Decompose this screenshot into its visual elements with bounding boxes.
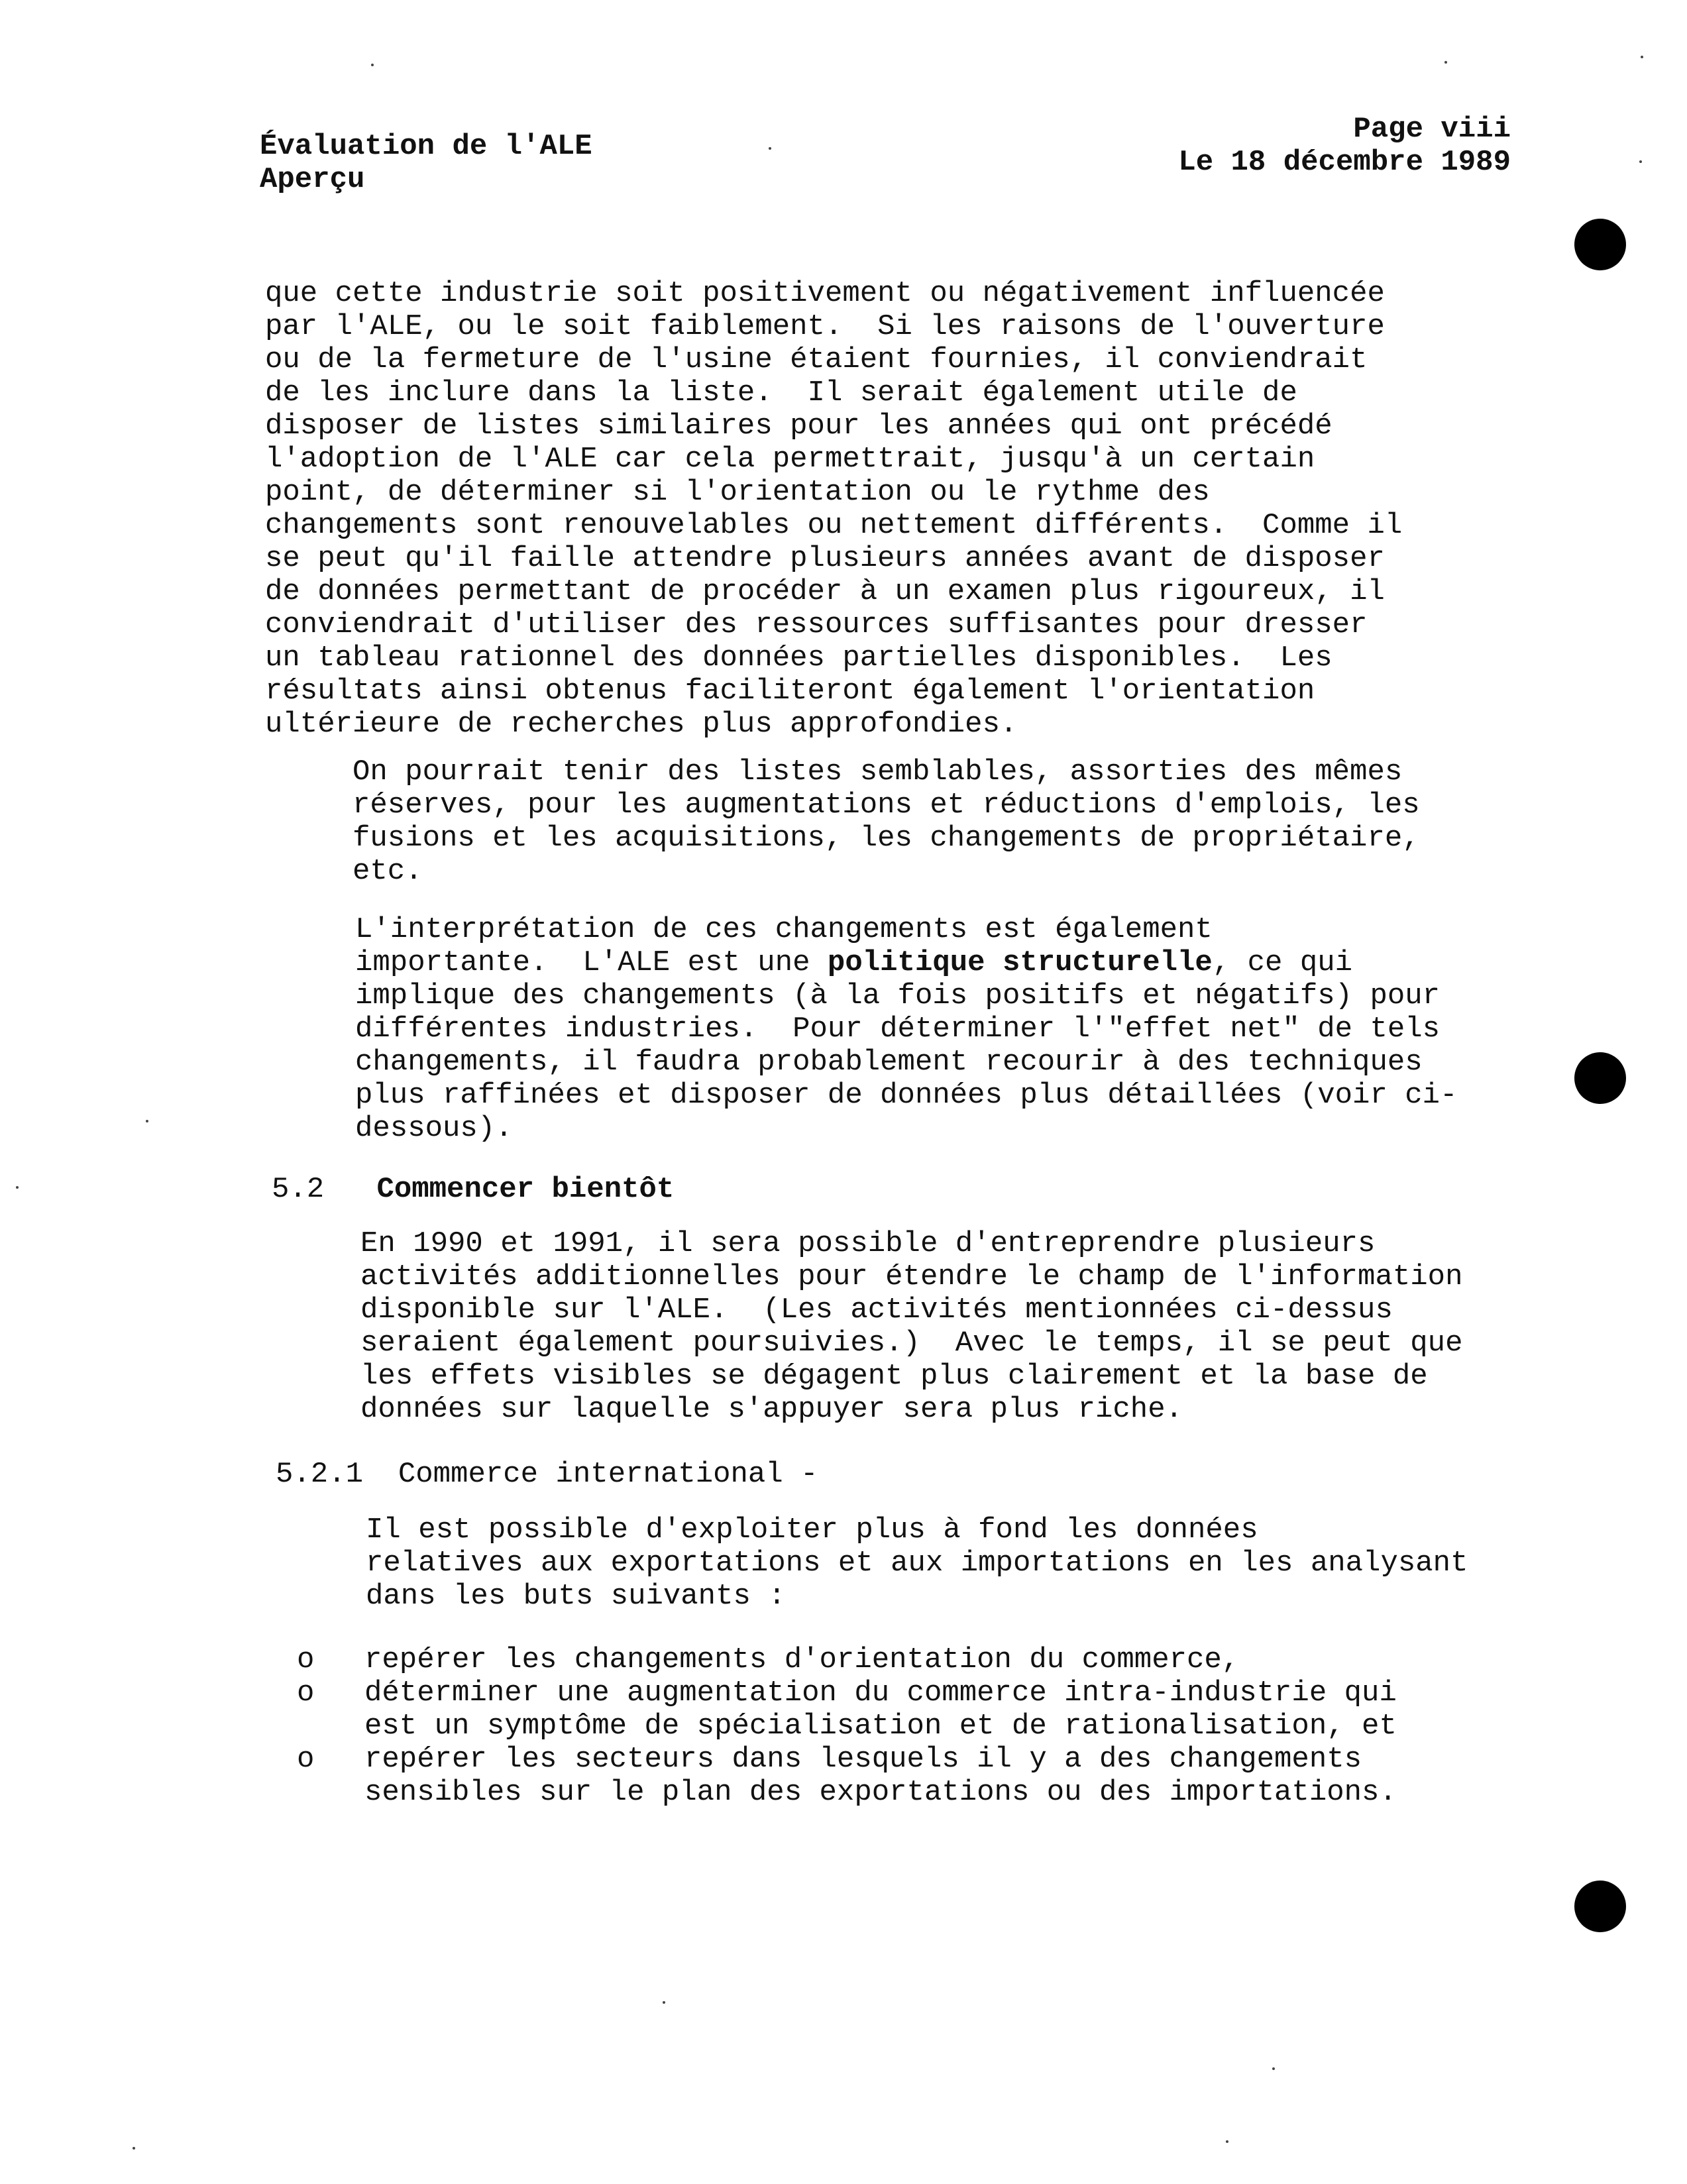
page-number: Page viii xyxy=(1353,113,1511,146)
punch-hole-top xyxy=(1574,219,1626,270)
punch-hole-middle xyxy=(1574,1052,1626,1104)
punch-hole-bottom xyxy=(1574,1881,1626,1932)
subsection-number: 5.2.1 xyxy=(276,1458,364,1491)
paragraph-2-text: On pourrait tenir des listes semblables, assorties des mêmes réserves, pour les augmentations et réductions d'emplois, les fusions et les acquisitions, les changements de propriétaire, etc. xyxy=(353,755,1420,888)
paragraph-4-text: En 1990 et 1991, il sera possible d'entreprendre plusieurs activités additionnelles pour étendre le champ de l'information disponible sur l'ALE. (Les activités mentionnées ci-dessus seraient également poursuivies.) Avec le temps, il se peut que les effets visibles se dégagent plus clairement et la base de données sur laquelle s'appuyer sera plus riche. xyxy=(360,1227,1463,1426)
section-title: Commencer bientôt xyxy=(376,1173,675,1206)
document-title: Évaluation de l'ALE xyxy=(260,130,592,163)
bullet-marker: o xyxy=(297,1676,315,1710)
scan-speck xyxy=(146,1120,148,1122)
list-item-text: repérer les changements d'orientation du commerce, xyxy=(364,1643,1240,1676)
document-header-right xyxy=(1100,113,1511,179)
bullet-list xyxy=(297,1643,1523,1809)
scan-speck xyxy=(371,64,374,66)
scan-speck xyxy=(1226,2140,1228,2143)
paragraph-2 xyxy=(265,755,1611,888)
subsection-title: Commerce international - xyxy=(398,1458,818,1491)
scan-speck xyxy=(1272,2067,1275,2070)
scan-speck xyxy=(1641,56,1643,58)
paragraph-1: que cette industrie soit positivement ou négativement influencée par l'ALE, ou le soit faiblement. Si les raisons de l'ouverture ou de la fermeture de l'usine étaient fournies, il conviendrait de les inclure dans la liste. Il serait également utile de disposer de listes similaires pour les années qui ont précédé l'adoption de l'ALE car cela permettrait, jusqu'à un certain point, de déterminer si l'orientation ou le rythme des changements sont renouvelables ou nettement différents. Comme il se peut qu'il faille attendre plusieurs années avant de disposer de données permettant de procéder à un examen plus rigoureux, il conviendrait d'utiliser des ressources suffisantes pour dresser un tableau rationnel des données partielles disponibles. Les résultats ainsi obtenus faciliteront également l'orientation ultérieure de recherches plus approfondies. xyxy=(265,277,1403,741)
list-item xyxy=(297,1676,1523,1743)
scan-speck xyxy=(1444,61,1447,64)
section-heading-5-2-1 xyxy=(276,1458,818,1491)
paragraph-3-emphasis: politique structurelle xyxy=(827,946,1213,979)
paragraph-3-text-b: , ce qui implique des changements (à la fois positifs et négatifs) pour différentes industries. Pour déterminer l'"effet net" de tels changements, il faudra probablement recourir à des techniques plus raffinées et disposer de données plus détaillées (voir ci- dessous). xyxy=(355,946,1458,1145)
paragraph-5 xyxy=(278,1513,1625,1613)
scan-speck xyxy=(133,2147,135,2150)
document-subtitle: Aperçu xyxy=(260,163,365,196)
list-item xyxy=(297,1743,1523,1809)
document-date: Le 18 décembre 1989 xyxy=(1178,146,1511,179)
paragraph-5-text: Il est possible d'exploiter plus à fond les données relatives aux exportations et aux importations en les analysant dans les buts suivants : xyxy=(366,1513,1468,1613)
scan-speck xyxy=(663,2001,665,2004)
paragraph-4 xyxy=(273,1227,1619,1426)
scan-speck xyxy=(1639,160,1642,163)
paragraph-3-text-a: L'interprétation de ces changements est également importante. L'ALE est une xyxy=(355,913,1213,979)
list-item xyxy=(297,1643,1523,1676)
document-header-left xyxy=(260,130,592,196)
scan-speck xyxy=(16,1186,19,1189)
paragraph-3 xyxy=(268,913,1614,1145)
list-item-text: déterminer une augmentation du commerce intra-industrie qui est un symptôme de spécialisation et de rationalisation, et xyxy=(364,1676,1397,1743)
bullet-marker: o xyxy=(297,1643,315,1676)
section-heading-5-2 xyxy=(272,1173,674,1206)
section-number: 5.2 xyxy=(272,1173,325,1206)
list-item-text: repérer les secteurs dans lesquels il y a des changements sensibles sur le plan des exportations ou des importations. xyxy=(364,1743,1397,1809)
bullet-marker: o xyxy=(297,1743,315,1776)
scan-speck xyxy=(769,147,771,150)
